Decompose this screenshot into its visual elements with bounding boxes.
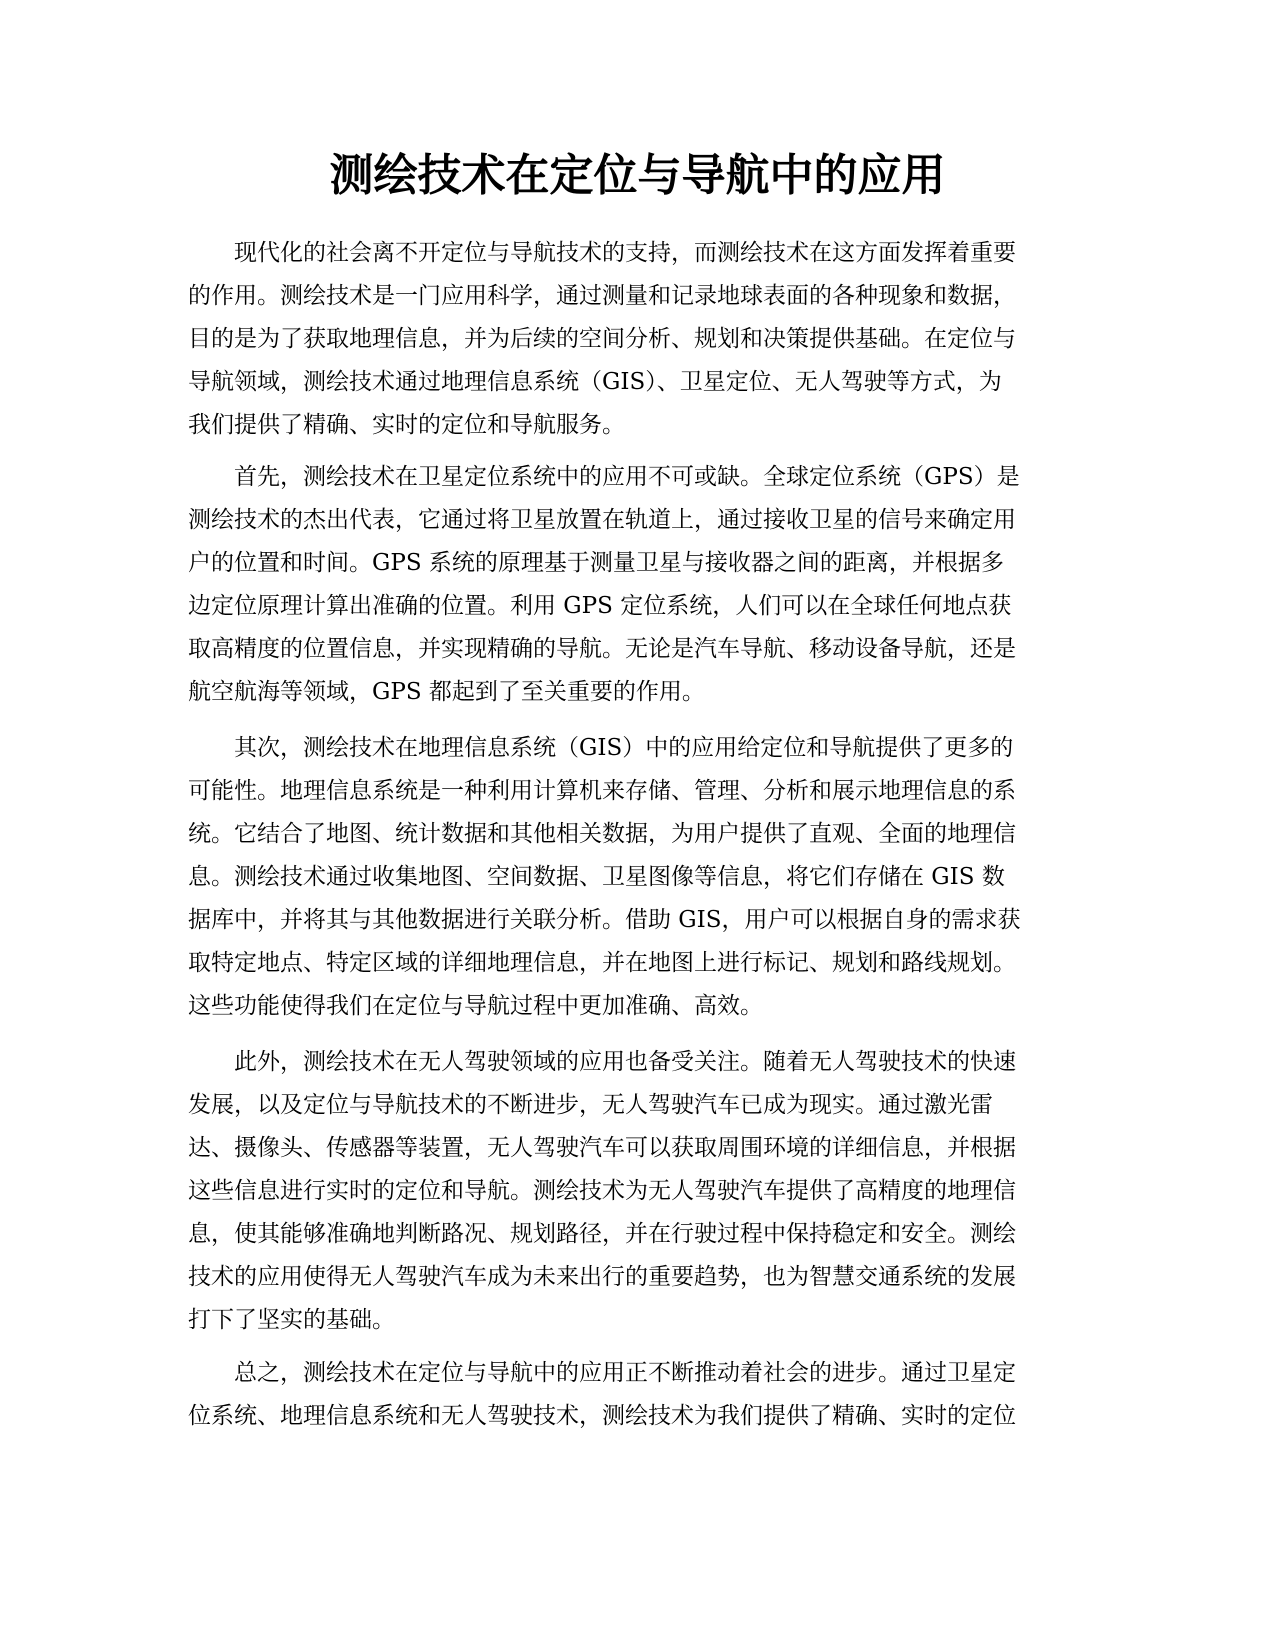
paragraph-line: 导航领域，测绘技术通过地理信息系统（GIS）、卫星定位、无人驾驶等方式，为 xyxy=(188,369,1002,395)
paragraph-line: 息，使其能够准确地判断路况、规划路径，并在行驶过程中保持稳定和安全。测绘 xyxy=(188,1221,1016,1247)
paragraph-line: 发展，以及定位与导航技术的不断进步，无人驾驶汽车已成为现实。通过激光雷 xyxy=(188,1092,993,1118)
paragraph-line: 总之，测绘技术在定位与导航中的应用正不断推动着社会的进步。通过卫星定 xyxy=(234,1360,1016,1386)
paragraph-line: 这些功能使得我们在定位与导航过程中更加准确、高效。 xyxy=(188,993,763,1019)
paragraph-line: 其次，测绘技术在地理信息系统（GIS）中的应用给定位和导航提供了更多的 xyxy=(234,735,1014,761)
paragraph-line: 达、摄像头、传感器等装置，无人驾驶汽车可以获取周围环境的详细信息，并根据 xyxy=(188,1135,1016,1161)
paragraph-5 xyxy=(188,1352,1086,1438)
paragraph-line: 打下了坚实的基础。 xyxy=(188,1307,395,1333)
paragraph-line: 据库中，并将其与其他数据进行关联分析。借助 GIS，用户可以根据自身的需求获 xyxy=(188,907,1021,933)
paragraph-line: 这些信息进行实时的定位和导航。测绘技术为无人驾驶汽车提供了高精度的地理信 xyxy=(188,1178,1016,1204)
paragraph-line: 户的位置和时间。GPS 系统的原理基于测量卫星与接收器之间的距离，并根据多 xyxy=(188,550,1004,576)
paragraph-line: 首先，测绘技术在卫星定位系统中的应用不可或缺。全球定位系统（GPS）是 xyxy=(234,464,1020,490)
paragraph-2 xyxy=(188,456,1086,714)
paragraph-line: 航空航海等领域，GPS 都起到了至关重要的作用。 xyxy=(188,679,705,705)
paragraph-line: 取特定地点、特定区域的详细地理信息，并在地图上进行标记、规划和路线规划。 xyxy=(188,950,1016,976)
paragraph-4 xyxy=(188,1041,1086,1342)
paragraph-line: 位系统、地理信息系统和无人驾驶技术，测绘技术为我们提供了精确、实时的定位 xyxy=(188,1403,1016,1429)
paragraph-line: 测绘技术的杰出代表，它通过将卫星放置在轨道上，通过接收卫星的信号来确定用 xyxy=(188,507,1016,533)
paragraph-line: 现代化的社会离不开定位与导航技术的支持，而测绘技术在这方面发挥着重要 xyxy=(234,240,1016,266)
paragraph-line: 取高精度的位置信息，并实现精确的导航。无论是汽车导航、移动设备导航，还是 xyxy=(188,636,1016,662)
paragraph-line: 此外，测绘技术在无人驾驶领域的应用也备受关注。随着无人驾驶技术的快速 xyxy=(234,1049,1016,1075)
paragraph-line: 统。它结合了地图、统计数据和其他相关数据，为用户提供了直观、全面的地理信 xyxy=(188,821,1016,847)
paragraph-3 xyxy=(188,727,1086,1028)
paragraph-line: 边定位原理计算出准确的位置。利用 GPS 定位系统，人们可以在全球任何地点获 xyxy=(188,593,1012,619)
document-title: 测绘技术在定位与导航中的应用 xyxy=(329,150,946,201)
paragraph-line: 目的是为了获取地理信息，并为后续的空间分析、规划和决策提供基础。在定位与 xyxy=(188,326,1016,352)
paragraph-line: 息。测绘技术通过收集地图、空间数据、卫星图像等信息，将它们存储在 GIS 数 xyxy=(188,864,1005,890)
paragraph-line: 技术的应用使得无人驾驶汽车成为未来出行的重要趋势，也为智慧交通系统的发展 xyxy=(188,1264,1016,1290)
paragraph-line: 可能性。地理信息系统是一种利用计算机来存储、管理、分析和展示地理信息的系 xyxy=(188,778,1016,804)
paragraph-1 xyxy=(188,232,1086,447)
paragraph-line: 我们提供了精确、实时的定位和导航服务。 xyxy=(188,412,625,438)
paragraph-line: 的作用。测绘技术是一门应用科学，通过测量和记录地球表面的各种现象和数据， xyxy=(188,283,1016,309)
